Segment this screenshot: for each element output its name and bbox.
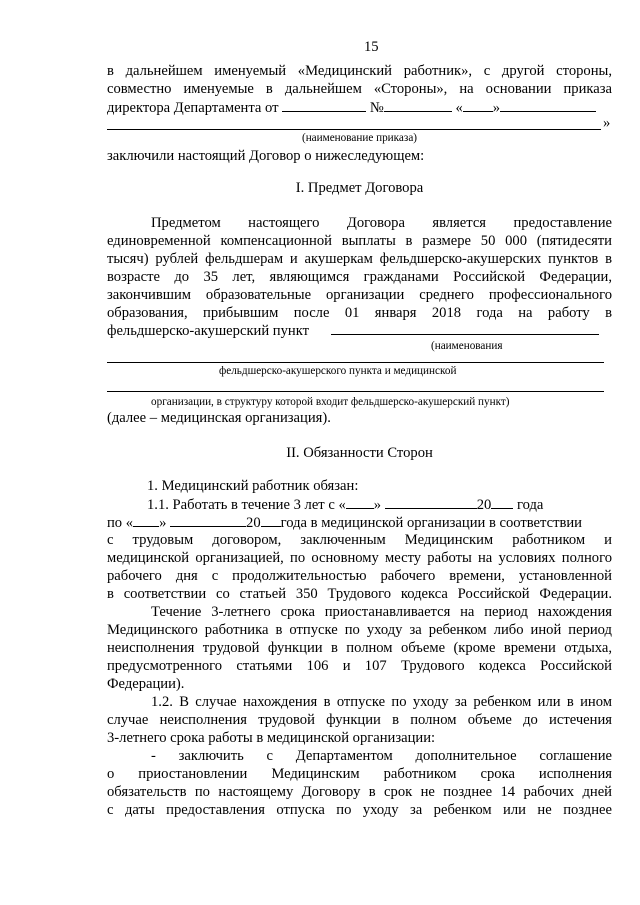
order-number-label: № (369, 100, 384, 116)
header-line-5: заключили настоящий Договор о нижеследующем: (107, 148, 425, 164)
end-year-blank (261, 513, 281, 527)
order-name-line (107, 129, 601, 130)
s2-item-1-1-line-5: рабочего дня с продолжительностью рабочего времени, установленной (107, 568, 612, 584)
order-date-label: директора Департамента от (107, 100, 279, 116)
header-line-3: директора Департамента от № « » (107, 98, 596, 117)
s1-line-3: тысяч) рублей фельдшерам и акушеркам фельдшерско-акушерских пунктов в (107, 251, 612, 267)
fap-name-hint-3: организации, в структуру которой входит фельдшерско-акушерский пункт) (151, 396, 510, 408)
section-1-title: I. Предмет Договора (295, 180, 424, 196)
s1-line-5: закончившим образовательные организации среднего профессионального (107, 287, 612, 303)
s1-line-7: фельдшерско-акушерский пункт (107, 323, 309, 339)
order-day-blank (463, 98, 493, 112)
start-year-blank (491, 495, 513, 509)
header-line-2: совместно именуемые в дальнейшем «Стороны», на основании приказа (107, 81, 612, 97)
s2-item-1-1-line-3: с трудовым договором, заключенным Медицинским работником и (107, 532, 612, 548)
order-name-hint: (наименование приказа) (301, 132, 418, 144)
s2-item-1-2-line-3: 3-летнего срока работы в медицинской организации: (107, 730, 436, 746)
s2-dash-line-3: обязательств по настоящему Договору в срок не позднее 14 рабочих дней (107, 784, 612, 800)
s2-item-1-2-line-2: случае неисполнения трудовой функции в полном объеме до истечения (107, 712, 612, 728)
s2-item-1-1-line-4: медицинской организацией, по основному месту работы на условиях полного (107, 550, 612, 566)
s1-line-1: Предметом настоящего Договора является предоставление (151, 215, 612, 231)
fap-name-line-1 (331, 334, 599, 335)
fap-name-hint-1: (наименования (431, 340, 503, 352)
order-number-blank (384, 98, 452, 112)
s1-line-8: (далее – медицинская организация). (107, 410, 331, 426)
end-month-blank (170, 513, 246, 527)
order-month-blank (500, 98, 596, 112)
s1-line-4: возрасте до 35 лет, являющимся гражданами Российской Федерации, (107, 269, 612, 285)
start-month-blank (385, 495, 477, 509)
order-date-blank (282, 98, 366, 112)
s2-pause-line-5: Федерации). (107, 676, 185, 692)
section-2-title: II. Обязанности Сторон (286, 445, 433, 461)
s2-dash-line-1: - заключить с Департаментом дополнительное соглашение (151, 748, 612, 764)
start-day-blank (346, 495, 374, 509)
s2-pause-line-2: Медицинского работника в отпуске по уходу за ребенком либо иной период (107, 622, 612, 638)
s2-pause-line-3: неисполнения трудовой функции в полном объеме (кроме времени отдыха, (107, 640, 612, 656)
fap-name-line-3 (107, 391, 604, 392)
s1-line-6: образования, прибывшим после 01 января 2018 года на работу в (107, 305, 612, 321)
page-number: 15 (364, 39, 379, 55)
s2-item-1-1-line-1: 1.1. Работать в течение 3 лет с « » 20 года (147, 497, 544, 513)
s2-dash-line-4: с даты предоставления отпуска по уходу за ребенком или не позднее (107, 802, 612, 818)
fap-name-hint-2: фельдшерско-акушерского пункта и медицинской (219, 365, 457, 377)
s1-line-2: единовременной компенсационной выплаты в размере 50 000 (пятидесяти (107, 233, 612, 249)
s2-pause-line-1: Течение 3-летнего срока приостанавливается на период нахождения (151, 604, 612, 620)
s2-item-1-2-line-1: 1.2. В случае нахождения в отпуске по уходу за ребенком или в ином (151, 694, 612, 710)
s2-item-1-1-line-2: по « » 20 года в медицинской организации в соответствии (107, 515, 582, 531)
order-quote-open: « (455, 100, 463, 116)
s2-pause-line-4: предусмотренного статьями 106 и 107 Трудового кодекса Российской (107, 658, 612, 674)
s2-item-1: 1. Медицинский работник обязан: (147, 478, 359, 494)
end-day-blank (133, 513, 159, 527)
header-line-1: в дальнейшем именуемый «Медицинский работник», с другой стороны, (107, 63, 612, 79)
order-name-quote-close: » (603, 115, 611, 131)
s2-item-1-1-line-6: в соответствии со статьей 350 Трудового кодекса Российской Федерации. (107, 586, 612, 602)
s2-dash-line-2: о приостановлении Медицинским работником срока исполнения (107, 766, 612, 782)
fap-name-line-2 (107, 362, 604, 363)
